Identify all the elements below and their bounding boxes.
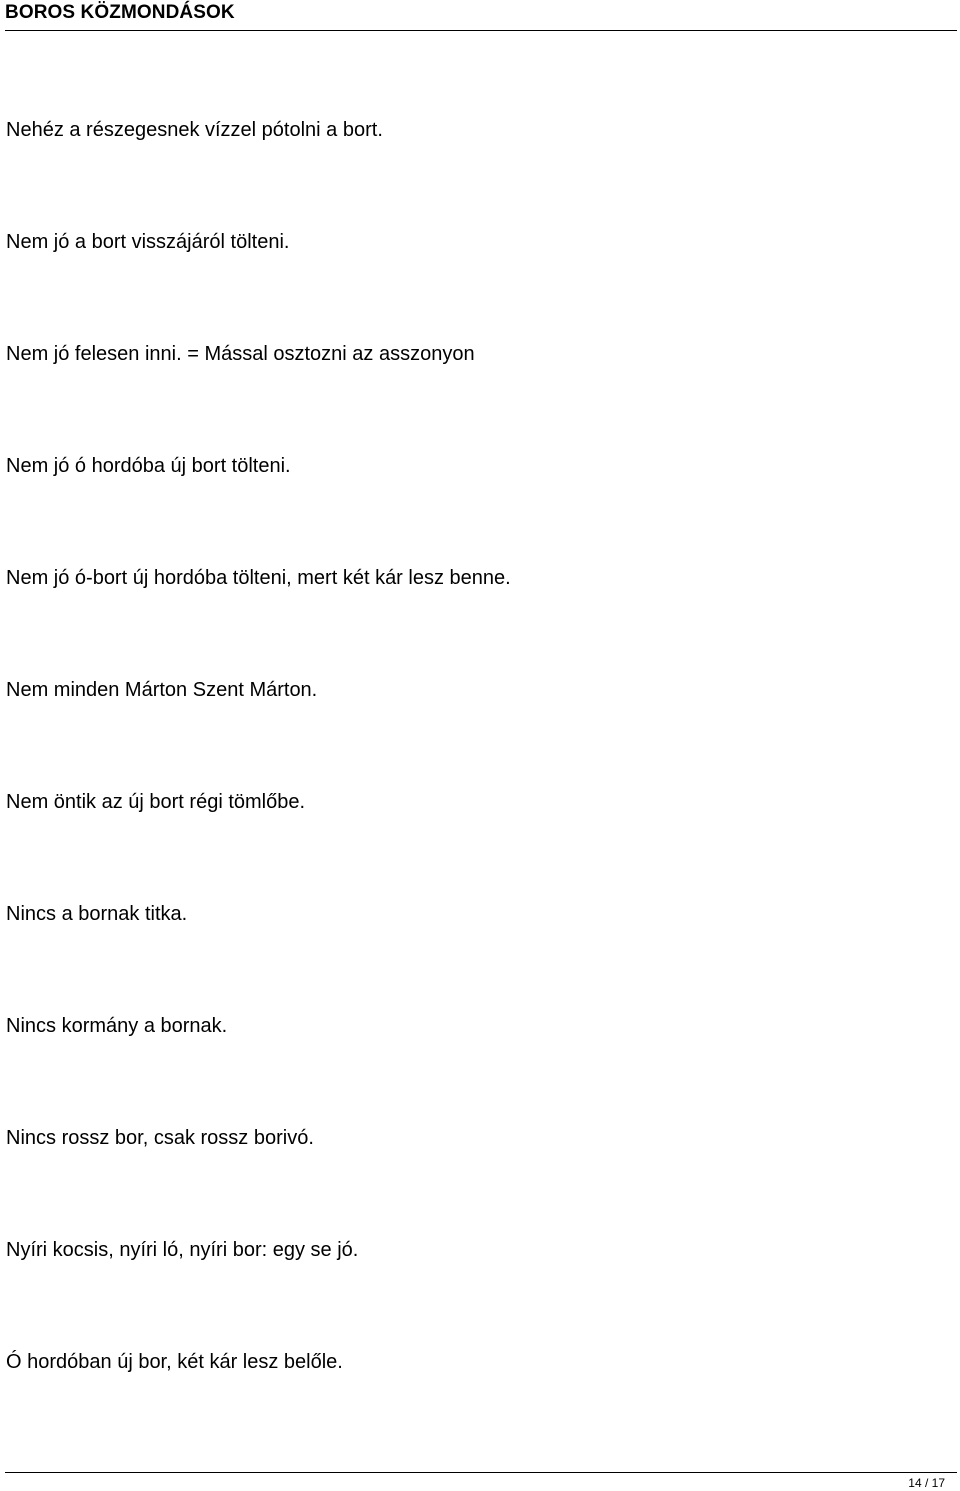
page-number: 14 / 17 bbox=[908, 1476, 945, 1490]
proverb-item: Nincs a bornak titka. bbox=[6, 903, 188, 925]
proverb-item: Nem jó ó hordóba új bort tölteni. bbox=[6, 455, 291, 477]
proverb-item: Nyíri kocsis, nyíri ló, nyíri bor: egy se jó. bbox=[6, 1239, 359, 1261]
proverb-item: Nem öntik az új bort régi tömlőbe. bbox=[6, 791, 306, 813]
proverb-item: Ó hordóban új bor, két kár lesz belőle. bbox=[6, 1351, 343, 1373]
proverb-item: Nincs kormány a bornak. bbox=[6, 1015, 228, 1037]
proverb-item: Nem jó a bort visszájáról tölteni. bbox=[6, 231, 290, 253]
proverb-item: Nem jó ó-bort új hordóba tölteni, mert két kár lesz benne. bbox=[6, 567, 511, 589]
page-title: BOROS KÖZMONDÁSOK bbox=[5, 2, 235, 23]
proverb-item: Nem minden Márton Szent Márton. bbox=[6, 679, 318, 701]
proverb-item: Nem jó felesen inni. = Mással osztozni az asszonyon bbox=[6, 343, 475, 365]
proverb-item: Nehéz a részegesnek vízzel pótolni a bort. bbox=[6, 119, 383, 141]
page-header bbox=[5, 0, 957, 31]
proverb-list bbox=[6, 116, 511, 1460]
proverb-item: Nincs rossz bor, csak rossz borivó. bbox=[6, 1127, 314, 1149]
page-footer bbox=[5, 1472, 957, 1491]
